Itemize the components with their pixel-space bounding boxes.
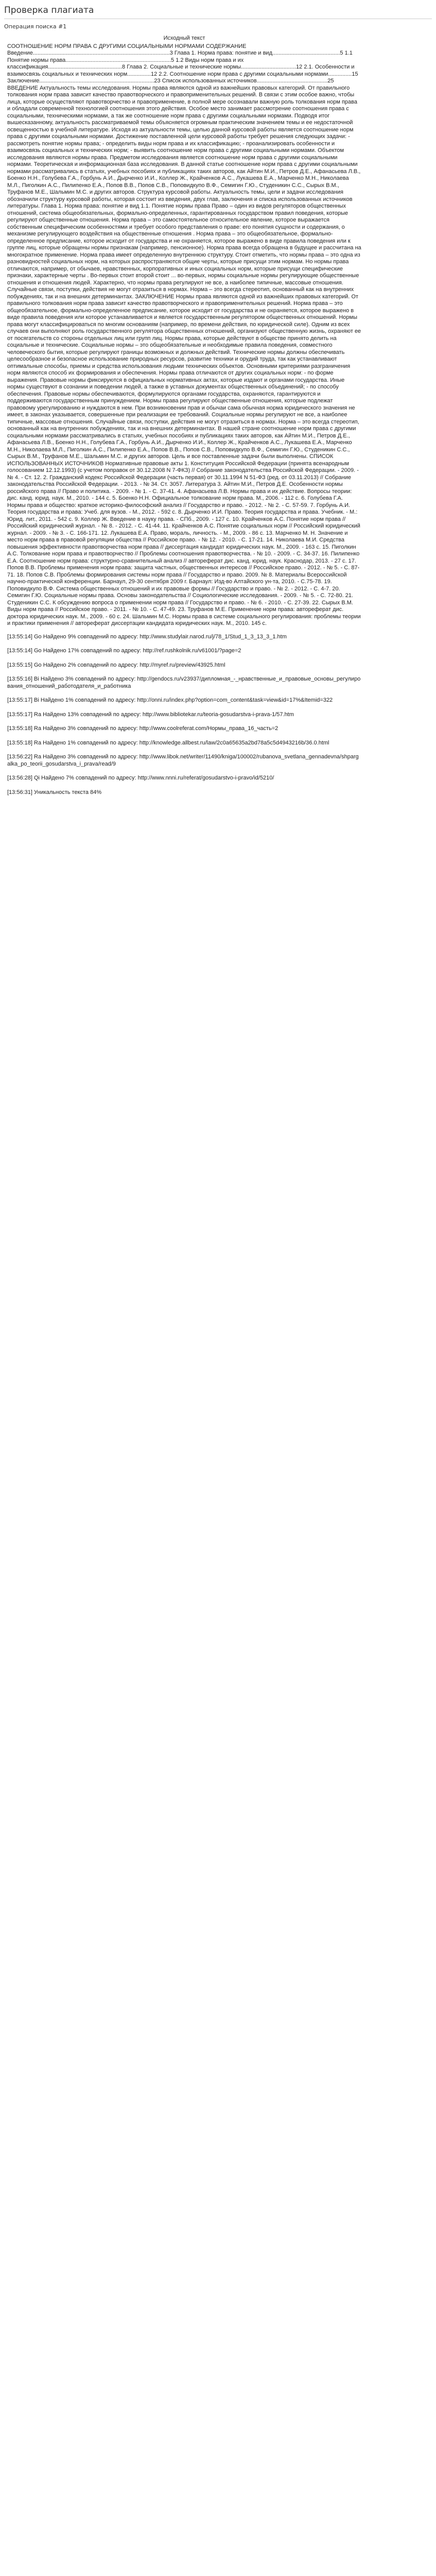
log-entry-message: Bi Найдено 3% совпадений по адресу: <box>34 676 136 682</box>
match-source-link[interactable]: http://www.libok.net/writer/11490/kniga/100002/rubanova_svetlana_gennadevna/shpargalka_po_teorii_gosudarstva_i_prava/read/9 <box>7 754 359 767</box>
log-entry-message: Ra Найдено 3% совпадений по адресу: <box>34 725 138 732</box>
match-log-entry <box>7 775 361 782</box>
match-log-list <box>4 634 364 782</box>
match-source-link[interactable]: http://www.nnni.ru/referat/gosudarstvo-i-pravo/id/5210/ <box>137 775 274 781</box>
match-source-link[interactable]: http://onni.ru/index.php?option=com_content&task=view&id=17%&Itemid=322 <box>137 697 333 703</box>
log-entry-time: [13:55:17] <box>7 697 32 703</box>
match-source-link[interactable]: http://www.coolreferat.com/Нормы_права_16_часть=2 <box>139 725 278 732</box>
log-entry-time: [13:55:14] <box>7 633 32 640</box>
match-source-link[interactable]: http://www.bibliotekar.ru/teoria-gosudarstva-i-prava-1/57.htm <box>142 711 294 718</box>
match-log-entry <box>7 676 361 690</box>
log-entry-message: Go Найдено 9% совпадений по адресу: <box>34 633 138 640</box>
source-text-body: СООТНОШЕНИЕ НОРМ ПРАВА С ДРУГИМИ СОЦИАЛЬНЫМИ НОРМАМИ СОДЕРЖАНИЕ Введение.......................................................................................3 Глава 1. Норма права: понятие и вид...........................................5 1.1 Понятие нормы права...................................................................5 1.2 Виды норм права и их классификация...............................................8 Глава 2. Социальные и технические нормы...................................12 2.1. Особенности и взаимосвязь социальных и технических норм...............12 2.2. Соотношение норм права с другими социальными нормами...............15 Заключение.........................................................................23 Список использованных источников.............................................25 ВВЕДЕНИЕ Актуальность темы исследования. Нормы права являются одной из важнейших правовых категорий. От правильного толкования норм права зависит качество правотворческого и правоприменительных решений. В связи с этим особое важно, чтобы лица, которые осуществляют правотворчество и правоприменение, в полной мере осознавали важную роль толкования норм права и обладали современной технологией соотношения этого действия. Особое место занимает рассмотрение соотношения права с социальными, техническими нормами, а так же соотношение норм права с другими социальными нормами. Подводя итог вышесказанному, актуальность рассматриваемой темы объясняется огромным практическим значением темы и ее недостаточной освещенностью в учебной литературе. Исходя из актуальности темы, целью данной курсовой работы является соотношение норм права с другими социальными нормами. Достижение поставленной цели курсовой работы требует решения следующих задачи: - рассмотреть понятие нормы права; - определить виды норм права и их классификацию; - проанализировать особенности и взаимосвязь социальных и технических норм; - выявить соотношение норм права с другими социальными нормами. Объектом исследования являются нормы права. Предметом исследования является соотношение норм права с другими социальными нормами. Теоретическая и информационная база исследования. В данной статье соотношение норм права с другими социальными нормами рассматривались в статьях, учебных пособиях и публикациях таких авторов, как Айтин М.И., Петров Д.Е., Афанасьева Л.В., Боенко Н.Н., Голубева Г.А., Горбунь А.И., Дырченко И.И., Коллер Ж., Крайченков А.С., Лукашева Е.А., Марченко М.Н., Николаева М.Л., Пиголкин А.С., Пилипенко Е.А., Попов В.В., Попов С.В., Поповидкупо В.Ф., Семигин Г.Ю., Студеникин С.С., Сырых В.М., Труфанов М.Е., Шальмин М.С. и других авторов. Структура курсовой работы. Актуальность темы, цели и задачи исследования обозначили структуру курсовой работы, которая состоит из введения, двух глав, заключения и списка использованных источников литературы. Глава 1. Норма права: понятие и вид 1.1. Понятие нормы права Право – один из видов регуляторов общественных отношений, система общеобязательных, формально-определенных, гарантированных государством правил поведения, которые регулируют общественные отношения. Норма права – это самостоятельное относительное явление, которое выражается собственным специфическим особенностями и требует особого представления о праве: его понятия сущности и содержания, о механизме регулирующего воздействия на общественные отношения . Норма права – это общеобязательное, формально-определенное предписание, которое исходит от государства и не охраняется, которое выражено в виде правила поведения или к группе лиц, которые обращены нормы признакам (например, пенсионное). Норма права всегда обращена в будущее и рассчитана на многократное применение. Норма права имеет определенную внутреннюю структуру. Стоит отметить, что нормы права – это одна из разновидностей социальных норм, на которых распространяются общие черты, которые присущи этим нормам. Но нормы права отличаются, например, от обычаев, нравственных, корпоративных и иных социальных норм, которые присущи специфические признаки, характерные черты . Во-первых стоит второй стоит ... во-первых, нормы социальные нормы регулирующие общественные отношения и отношения людей. Характерно, что нормы права регулируют не все, а наиболее типичные, массовые отношения. Случайные связи, поступки, действия не могут отразиться в нормах. Норма – это всегда стереотип, основанный как на внутренних побуждениях, так и на внешних детерминантах. ЗАКЛЮЧЕНИЕ Нормы права являются одной из важнейших правовых категорий. От правильного толкования норм права зависит качество правотворческого и правоприменительных решений. Норма права – это общеобязательное, формально-определенное предписание, которое исходит от государства и не охраняется, которое выражено в виде правила поведения или которое устанавливается и является государственным регулятором общественных отношений. Нормы права могут классифицироваться по многим основаниям (например, по времени действия, по юридической силе). Одним из всех случаев они выполняют роль государственного регулятора общественных отношений, организуют общественную жизнь, охраняют ее от посягательств со стороны отдельных лиц или групп лиц. Нормы права, которые действуют в обществе принято делить на социальные и технические. Социальные нормы – это общеобязательные и необходимые правила поведения, совместного человеческого бытия, которые регулируют границы возможных и должных действий. Технические нормы должны обеспечивать целесообразное и безопасное использование природных ресурсов, развитие техники и орудий труда, так как устанавливают оптимальные способы, приемы и средства использования людьми технических объектов. Основными критериями разграничения норм являются способ их формирования и обеспечения. Нормы права отличаются от других социальных норм: - по форме выражения. Правовые нормы фиксируются в официальных нормативных актах, которые издают и органами государства. Иные нормы существуют в сознании и поведении людей, а также в уставных документах общественных объединений; - по способу обеспечения. Правовые нормы обеспечиваются, формулируются органами государства, охраняются, гарантируются и поддерживаются государственным принуждением. Нормы права регулируют общественные отношения, которые подлежат правовому урегулированию и нуждаются в нем. При возникновении прав и обычаи сама обычная норма юридического значения не имеет, в законах указывается, совершенные при реализации ее требований. Социальные нормы регулируют не все, а наиболее типичные, массовые отношения. Случайные связи, поступки, действия не могут отразиться в нормах. Норма – это всегда стереотип, основанный как на внутренних побуждениях, так и на внешних детерминантах. В нашей стране соотношение норм права с другими социальными нормами рассматривались в статьях, учебных пособиях и публикациях таких авторов, как Айтин М.И., Петров Д.Е., Афанасьева Л.В., Боенко Н.Н., Голубева Г.А., Горбунь А.И., Дырченко И.И., Коллер Ж., Крайченков А.С., Лукашева Е.А., Марченко М.Н., Николаева М.Л., Пиголкин А.С., Пилипенко Е.А., Попов В.В., Попов С.В., Поповидкупо В.Ф., Семигин Г.Ю., Студеникин С.С., Сырых В.М., Труфанов М.Е., Шальмин М.С. и других авторов. Цель и все поставленные задачи были выполнены. СПИСОК ИСПОЛЬЗОВАННЫХ ИСТОЧНИКОВ Нормативные правовые акты 1. Конституция Российской Федерации (принята всенародным голосованием 12.12.1993) (с учетом поправок от 30.12.2008 N 7-ФКЗ) // Собрание законодательства Российской Федерации. - 2009. - № 4. - Ст. 12. 2. Гражданский кодекс Российской Федерации (часть первая) от 30.11.1994 N 51-ФЗ (ред. от 03.11.2013) // Собрание законодательства Российской Федерации. - 2013. - № 34. Ст. 3057. Литература 3. Айтин М.И., Петров Д.Е. Особенности нормы российского права // Право и политика. - 2009. - № 1. - С. 37-41. 4. Афанасьева Л.В. Нормы права и их действие. Вопросы теории: дис. канд. юрид. наук. М., 2010. - 144 с. 5. Боенко Н.Н. Официальное толкование норм права. М., 2006. - 112 с. 6. Голубева Г.А. Нормы права и общество: краткое историко-философский анализ // Государство и право. - 2012. - № 2. - С. 57-59. 7. Горбунь А.И. Теория государства и права: Учеб. для вузов. - М., 2012. - 592 с. 8. Дырченко И.И. Право. Теория государства и права. Учебник. - М.: Юрид. лит., 2011. - 542 с. 9. Коллер Ж. Введение в науку права. - СПб., 2009. - 127 с. 10. Крайченков А.С. Понятие норм права // Российский юридический журнал. - № 8. - 2012. - С. 41-44. 11. Крайченков А.С. Понятие социальных норм // Российский юридический журнал. - 2009. - № 3. - С. 166-171. 12. Лукашева Е.А. Право, мораль, личность. - М., 2009. - 86 с. 13. Марченко М. Н. Значение и место норм права в правовой регуляции общества // Российское право. - № 12. - 2010. - С. 17-21. 14. Николаева М.И. Средства повышения эффективности правотворчества норм права // диссертация кандидат юридических наук. М., 2009. - 163 с. 15. Пиголкин А.С. Толкование норм права и правотворчество // Проблемы соотношения правотворчества. - № 10. - 2009. - С. 34-37. 16. Пилипенко Е.А. Соотношение норм права: структурно-сравнительный анализ // автореферат дис. канд. юрид. наук. Краснодар, 2013. - 27 с. 17. Попов В.В. Проблемы применения норм права: защита частных, общественных интересов // Российское право. - 2012. - № 5. - С. 87-71. 18. Попов С.В. Проблемы формирования системы норм права // Государство и право. 2009. № 8. Материалы Всероссийской научно-практической конференции. Барнаул, 29-30 сентября 2009 г. Барнаул: Изд-во Алтайского ун-та, 2010. - С.75-78. 19. Поповидкупо В.Ф. Система общественных отношений и их правовые формы // Государство и право. - № 2. - 2012. - С. 4-7. 20. Семигин Г.Ю. Социальные нормы права. Основы законодательства // Социологические исследования. - 2009. - № 5. - С. 72-80. 21. Студеникин С.С. К обсуждению вопроса о применении норм права // Государство и право. - № 6. - 2010. - С. 27-39. 22. Сырых В.М. Виды норм права // Российское право. - 2011. - № 10. - С. 47-49. 23. Труфанов М.Е. Применение норм права: автореферат дис. доктора юридических наук. М., 2009. - 60 с. 24. Шальмин М.С. Нормы права в системе социального регулирования: проблемы теории и практики применения // автореферат диссертации кандидата юридических наук. М., 2010. 145 с. <box>7 43 361 626</box>
match-source-link[interactable]: http://myref.ru/preview/43925.html <box>139 662 225 668</box>
match-log-entry <box>7 634 361 641</box>
match-log-entry <box>7 740 361 747</box>
match-source-link[interactable]: http://www.studylair.narod.ru/j/78_1/Stud_1_3_13_3_1.htm <box>139 633 287 640</box>
log-entry-time: [13:56:22] <box>7 754 32 760</box>
log-entry-message: Qi Найдено 7% совпадений по адресу: <box>34 775 136 781</box>
log-entry-message: Ra Найдено 1% совпадений по адресу: <box>34 739 138 746</box>
log-entry-message: Ra Найдено 3% совпадений по адресу: <box>34 754 138 760</box>
source-text-heading: Исходный текст <box>163 35 205 41</box>
match-log-entry <box>7 697 361 704</box>
match-source-link[interactable]: http://ref.rushkolnik.ru/v61001/?page=2 <box>143 648 241 654</box>
match-log-entry <box>7 662 361 669</box>
operation-label: Операция поиска #1 <box>4 23 67 30</box>
log-entry-message: Ra Найдено 13% совпадений по адресу: <box>34 711 141 718</box>
source-text-panel <box>4 35 364 628</box>
log-entry-time: [13:55:15] <box>7 662 32 668</box>
match-log-entry <box>7 711 361 719</box>
log-entry-message: Go Найдено 2% совпадений по адресу: <box>34 662 138 668</box>
match-source-link[interactable]: http://gendocs.ru/v23937/дипломная_-_нравственные_и_правовые_основы_регулирования_отношений_работодателя_и_работника <box>7 676 361 689</box>
match-log-entry <box>7 725 361 733</box>
log-entry-time: [13:55:14] <box>7 648 32 654</box>
log-entry-time: [13:55:17] <box>7 711 32 718</box>
match-log-entry <box>7 648 361 655</box>
page-title: Проверка плагиата <box>4 5 94 15</box>
match-source-link[interactable]: http://knowledge.allbest.ru/law/2c0a65635a2bd78a5c5d4943216b/36.0.html <box>139 739 329 746</box>
uniqueness-message: Уникальность текста 84% <box>34 789 102 795</box>
uniqueness-time: [13:56:31] <box>7 789 32 795</box>
log-entry-message: Bi Найдено 1% совпадений по адресу: <box>34 697 136 703</box>
log-spacer <box>4 628 432 634</box>
log-entry-time: [13:55:18] <box>7 725 32 732</box>
log-entry-message: Go Найдено 17% совпадений по адресу: <box>34 648 142 654</box>
match-log-entry <box>7 754 361 768</box>
log-entry-time: [13:55:16] <box>7 676 32 682</box>
log-entry-time: [13:56:28] <box>7 775 32 781</box>
log-entry-time: [13:55:18] <box>7 739 32 746</box>
uniqueness-result <box>4 789 432 796</box>
